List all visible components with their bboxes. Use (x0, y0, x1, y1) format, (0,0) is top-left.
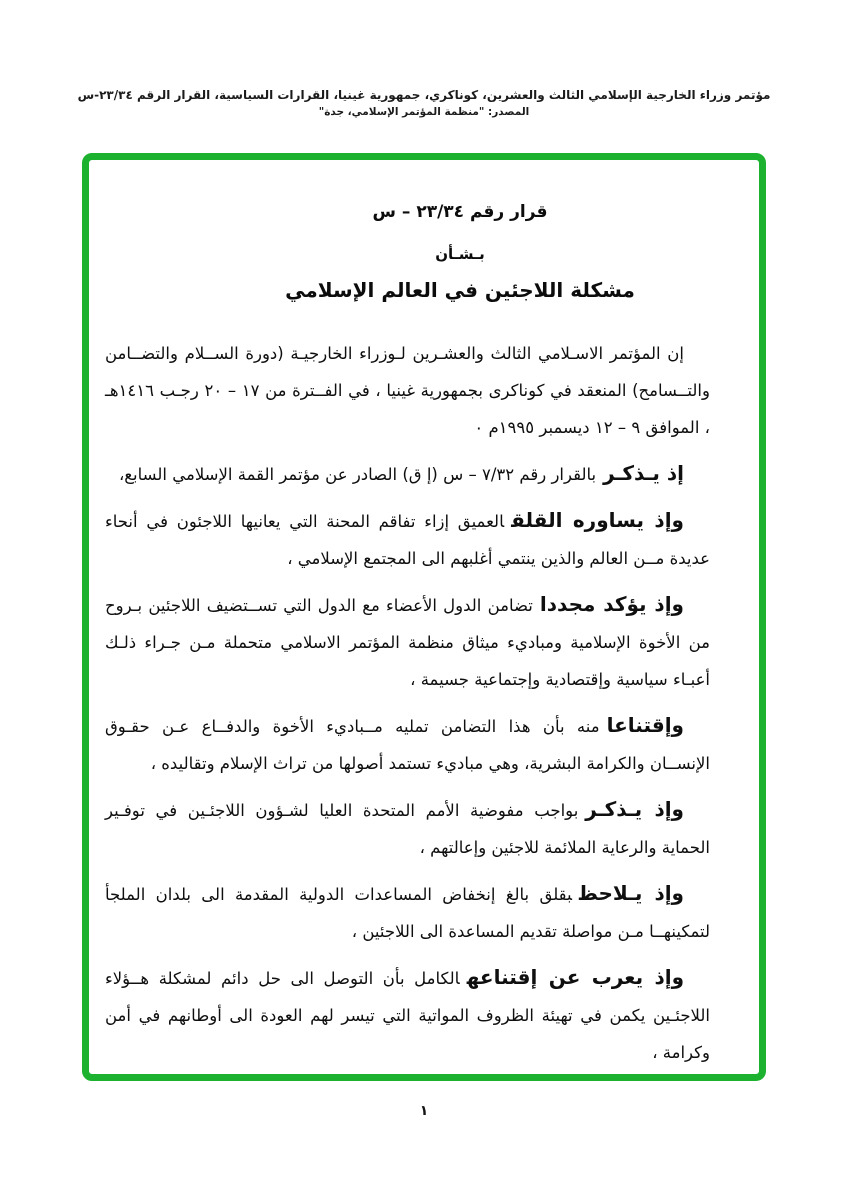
preamble-paragraph (105, 455, 710, 493)
paragraph-text: منه بأن هذا التضامن تمليه مــباديء الأخوة والدفــاع عـن حقـوق الإنســان والكرامة البشرية، وهي مباديء تستمد أصولها من تراث الإسلام وتقاليده ، (105, 717, 710, 773)
page-header (0, 88, 848, 118)
paragraph-text: تضامن الدول الأعضاء مع الدول التي تســتضيف اللاجئين بـروح من الأخوة الإسلامية ومباديء ميثاق منظمة المؤتمر الاسلامي متحملة مـن جـراء ذلـك أعبـاء سياسية وإقتصادية وإجتماعية جسيمة ، (105, 596, 710, 689)
preamble-paragraph (105, 586, 710, 698)
paragraph-lead: إذ يـذكـر (603, 461, 684, 485)
regarding-heading: بـشـأن (435, 245, 485, 263)
paragraph-text: إن المؤتمر الاسـلامي الثالث والعشـرين لـوزراء الخارجيـة (دورة الســلام والتضــامن والتــسامح) المنعقد في كوناكرى بجمهورية غينيا ، في الفــترة من ١٧ – ٢٠ رجـب ١٤١٦هـ ، الموافق ٩ – ١٢ ديسمبر ١٩٩٥م ٠ (105, 344, 710, 437)
resolution-number-title: قرار رقم ٢٣/٣٤ – س (372, 202, 548, 222)
paragraph-text: العميق إزاء تفاقم المحنة التي يعانيها اللاجئون في أنحاء عديدة مــن العالم والذين ينتمي أغلبهم الى المجتمع الإسلامي ، (105, 512, 710, 568)
paragraph-lead: وإذ يؤكد مجددا (539, 592, 684, 616)
header-source-line: المصدر: "منظمة المؤتمر الإسلامي، جدة" (318, 106, 530, 118)
preamble-paragraph (105, 707, 710, 782)
document-frame (82, 153, 766, 1081)
paragraph-text: بالقرار رقم ٧/٣٢ – س (إ ق) الصادر عن مؤتمر القمة الإسلامي السابع، (118, 465, 597, 484)
preamble-paragraph (105, 791, 710, 866)
preamble-paragraph (105, 502, 710, 577)
page-number: ١ (419, 1103, 429, 1119)
paragraph-text: بقلق بالغ إنخفاض المساعدات الدولية المقدمة الى بلدان الملجأ لتمكينهــا مـن مواصلة تقديم المساعدة الى اللاجئين ، (105, 885, 710, 941)
document-title-block (89, 202, 759, 302)
paragraph-text: بواجب مفوضية الأمم المتحدة العليا لشـؤون اللاجئـين في توفـير الحماية والرعاية الملائمة للاجئين وإعالتهم ، (105, 801, 710, 857)
resolution-preamble (89, 335, 759, 1071)
paragraph-lead: وإقتناعا (606, 713, 684, 737)
paragraph-lead: وإذ يـذكـر (585, 797, 684, 821)
preamble-paragraph (105, 875, 710, 950)
paragraph-text: الكامل بأن التوصل الى حل دائم لمشكلة هــؤلاء اللاجئـين يكمن في تهيئة الظروف المواتية التي تيسر لهم العودة الى أوطانهم في أمن وكرامة ، (105, 969, 710, 1062)
paragraph-lead: وإذ يـلاحظ (579, 881, 684, 905)
preamble-paragraph (105, 335, 710, 446)
paragraph-lead: وإذ يساوره القلق (511, 508, 684, 532)
subject-heading: مشكلة اللاجئين في العالم الإسلامي (285, 278, 635, 302)
paragraph-lead: وإذ يعرب عن إقتناعه (466, 965, 685, 989)
header-citation-line: مؤتمر وزراء الخارجية الإسلامي الثالث والعشرين، كوناكري، جمهورية غينيا، القرارات السياسية، القرار الرقم ٢٣/٣٤-س (77, 88, 771, 102)
preamble-paragraph (105, 959, 710, 1071)
